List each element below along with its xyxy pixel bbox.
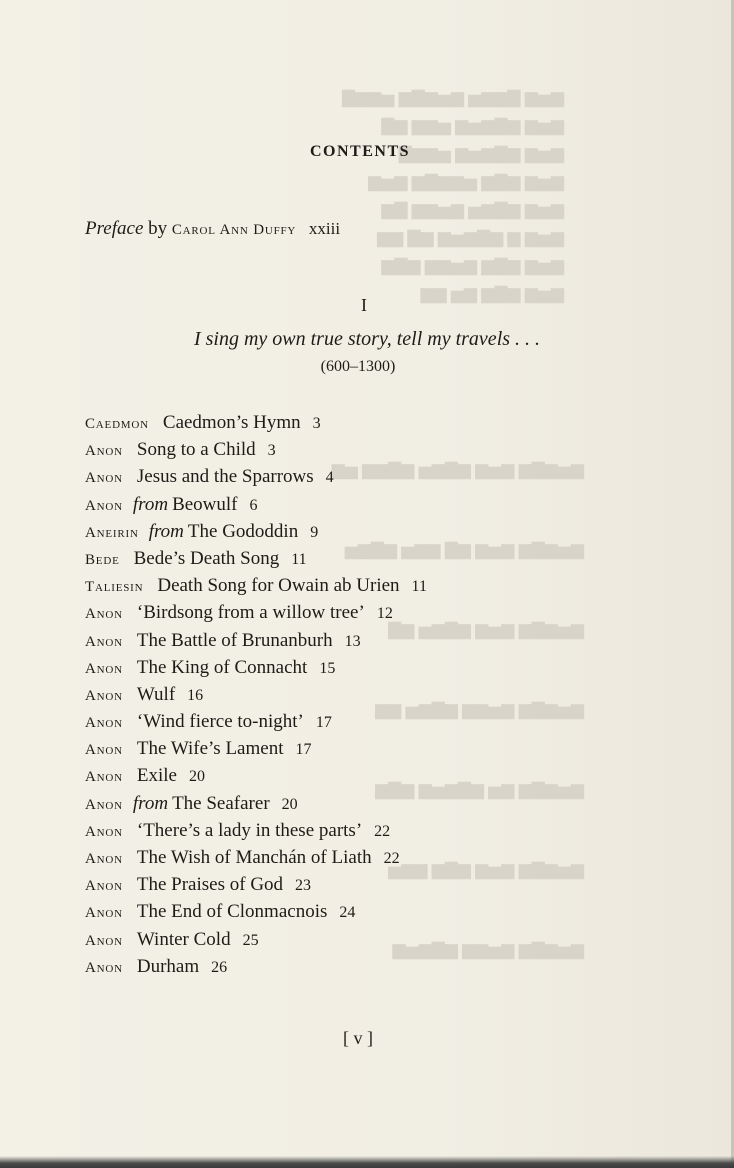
entry-page: 12 — [376, 605, 393, 623]
entry-page: 17 — [295, 741, 312, 759]
entry-author: Anon — [85, 660, 123, 677]
bleed-line: ▆▅▆ ▆▇▆ ▆▅▆▆ ▆▇▆ — [381, 256, 564, 275]
entry-title: Beowulf — [172, 493, 238, 515]
entry-title: The Wife’s Lament — [136, 738, 284, 760]
entry-page: 16 — [187, 686, 204, 704]
entry-page: 22 — [383, 850, 400, 867]
entry-page: 6 — [249, 496, 258, 514]
entry-page: 24 — [339, 904, 356, 922]
bleed-line: ▆▅▆ ▆▇▆▅ ▆▅▆▆ ▇▆ — [381, 200, 564, 219]
preface-page: xxiii — [308, 219, 341, 238]
entry-page: 3 — [267, 442, 276, 460]
entry-title: Death Song for Owain ab Urien — [157, 575, 400, 597]
contents-entry[interactable] — [85, 436, 427, 463]
entry-page: 17 — [315, 714, 332, 732]
entry-title: Song to a Child — [136, 439, 256, 461]
bleed-line: ▆▅▆▇▆ ▆▅▆▆ ▆▇▆▅▆ — [392, 940, 584, 959]
entry-author: Anon — [85, 470, 123, 487]
bleed-line: ▆▅▆▇▆ ▆▅▆▆ ▆▇▆▅ ▆▆ — [375, 700, 584, 719]
entry-title: ‘Birdsong from a willow tree’ — [136, 602, 365, 624]
contents-entry[interactable] — [85, 790, 427, 817]
contents-entry[interactable] — [85, 654, 427, 681]
entry-page: 20 — [281, 795, 298, 813]
entry-title: The King of Connacht — [136, 656, 308, 678]
contents-list — [85, 409, 427, 980]
entry-page: 26 — [211, 958, 228, 976]
contents-entry[interactable] — [85, 926, 427, 953]
page-folio: [ v ] — [343, 1028, 373, 1048]
contents-entry[interactable] — [85, 735, 427, 762]
entry-title: Jesus and the Sparrows — [136, 466, 314, 488]
bleed-line: ▆▅▆ ▆ ▆▇▆▅▆ ▆▇ ▆▆ — [377, 228, 564, 247]
contents-entry[interactable] — [85, 681, 427, 708]
entry-page: 9 — [310, 523, 319, 541]
bleed-line: ▆▅▆▇▆ ▆▅▆ ▆▇ ▆▆▅ ▆▇▆▅ — [344, 540, 584, 559]
entry-author: Anon — [85, 443, 123, 460]
entry-author: Anon — [85, 959, 123, 976]
bleed-line: ▆▅▆▇▆ ▆▅▆ ▆▇▆▅ ▆▇ — [388, 620, 584, 639]
contents-entry[interactable] — [85, 762, 427, 789]
entry-title: ‘There’s a lady in these parts’ — [136, 819, 363, 841]
entry-page: 4 — [325, 469, 334, 487]
entry-page: 13 — [344, 632, 361, 650]
section-dates: (600–1300) — [320, 358, 396, 375]
contents-entry[interactable] — [85, 627, 427, 654]
entry-author: Anon — [85, 687, 123, 704]
preface-entry[interactable] — [85, 218, 340, 240]
bleed-line: ▆▅▆ ▆▇▆▅▆ ▅▆▆▇ — [398, 144, 564, 163]
entry-title: ‘Wind fierce to-night’ — [136, 711, 304, 733]
entry-author: Caedmon — [85, 416, 149, 432]
entry-author: Aneirin — [85, 524, 139, 541]
entry-title: Caedmon’s Hymn — [162, 412, 301, 433]
entry-title: The Praises of God — [136, 874, 284, 896]
contents-entry[interactable] — [85, 953, 427, 980]
entry-title: The End of Clonmacnois — [136, 901, 328, 923]
preface-by: by — [148, 218, 168, 239]
contents-entry[interactable] — [85, 817, 427, 844]
entry-author: Anon — [85, 823, 123, 840]
bleed-line: ▆▅▆ ▆▇▆ ▅▆▆▇▆ ▆▅▆ — [368, 172, 564, 191]
contents-entry[interactable] — [85, 708, 427, 735]
entry-author: Anon — [85, 878, 123, 895]
entry-author: Anon — [85, 606, 123, 623]
contents-entry[interactable] — [85, 545, 427, 572]
entry-title: Bede’s Death Song — [133, 547, 280, 569]
entry-page: 25 — [242, 931, 259, 949]
contents-entry[interactable] — [85, 518, 427, 545]
entry-author: Anon — [85, 742, 123, 759]
entry-page: 3 — [312, 415, 321, 432]
entry-author: Anon — [85, 633, 123, 650]
entry-author: Anon — [85, 715, 123, 732]
entry-page: 15 — [319, 659, 336, 677]
page-edge-bottom — [0, 1156, 734, 1168]
entry-page: 23 — [295, 877, 312, 895]
contents-entry[interactable] — [85, 599, 427, 626]
bleed-line: ▆▅▆▇▆ ▆▅ ▆▇▆▅▆ ▆▇▆ — [375, 780, 584, 799]
entry-title: The Seafarer — [172, 792, 270, 814]
entry-author: Anon — [85, 932, 123, 949]
entry-title: The Wish of Manchán of Liath — [136, 847, 372, 868]
bleed-line: ▆▅▆▇▆ ▆▅▆ ▆▇▆▅ ▆▇▆▆ ▅▆ — [331, 460, 584, 479]
entry-author: Bede — [85, 551, 120, 568]
section-number: I — [361, 295, 367, 315]
contents-entry[interactable] — [85, 463, 427, 490]
contents-entry[interactable] — [85, 844, 427, 871]
bleed-line: ▆▅▆ ▆▇▆ ▆▅ ▆▆ — [420, 284, 564, 303]
entry-title: Exile — [136, 765, 177, 787]
entry-author: Anon — [85, 497, 123, 514]
entry-title: The Battle of Brunanburh — [136, 629, 333, 651]
contents-entry[interactable] — [85, 572, 427, 599]
bleed-line: ▆▅▆ ▆▇▆▅▆ ▅▆▆ ▆▇ — [381, 116, 564, 135]
entry-page: 22 — [374, 822, 391, 840]
entry-title: Wulf — [136, 683, 176, 705]
preface-author: Carol Ann Duffy — [171, 222, 297, 238]
contents-entry[interactable] — [85, 409, 427, 436]
contents-entry[interactable] — [85, 871, 427, 898]
contents-entry[interactable] — [85, 491, 427, 518]
entry-author: Anon — [85, 905, 123, 922]
entry-from: from — [148, 520, 184, 542]
section-title: I sing my own true story, tell my travels . . . — [193, 328, 541, 350]
contents-heading: CONTENTS — [309, 143, 411, 160]
bleed-line: ▆▅▆ ▇▆▆▅ ▆▅▆▇▆ ▅▆▆▇ — [342, 88, 564, 107]
entry-author: Anon — [85, 769, 123, 786]
entry-author: Anon — [85, 851, 123, 867]
contents-entry[interactable] — [85, 898, 427, 925]
entry-author: Anon — [85, 796, 123, 813]
entry-page: 11 — [411, 578, 427, 596]
entry-from: from — [132, 493, 169, 515]
entry-from: from — [132, 792, 169, 814]
bleed-line: ▆▅▆▇▆ ▆▅▆ ▆▇▆ ▆▆▅ — [388, 860, 584, 879]
entry-title: The Gododdin — [187, 520, 299, 542]
preface-label: Preface — [85, 218, 144, 239]
entry-author: Taliesin — [85, 579, 144, 596]
entry-page: 20 — [188, 768, 205, 786]
entry-page: 11 — [291, 550, 307, 568]
entry-title: Winter Cold — [136, 928, 231, 950]
entry-title: Durham — [136, 955, 200, 977]
